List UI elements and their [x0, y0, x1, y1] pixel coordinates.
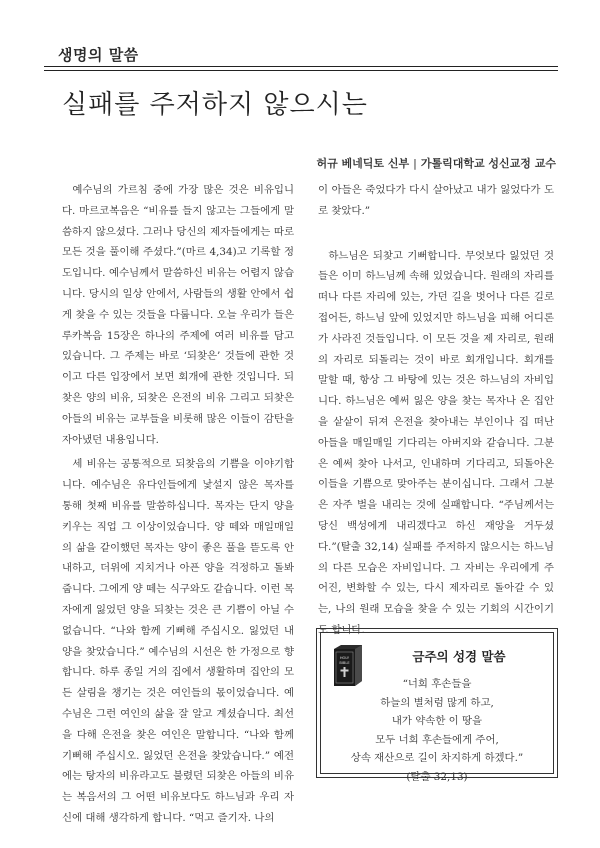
byline [316, 155, 556, 171]
article-title: 실패를 주저하지 않으시는 [62, 90, 368, 120]
svg-text:BIBLE: BIBLE [339, 661, 350, 665]
verse-line: 하늘의 별처럼 많게 하고, [380, 696, 494, 709]
verse-line: 내가 약속한 이 땅을 [391, 715, 483, 727]
verse-line: “너희 후손들을 [402, 678, 472, 690]
author-name: 허규 베네딕토 신부 [316, 157, 410, 170]
left-column [62, 180, 294, 829]
body-paragraph: 하느님은 되찾고 기뻐합니다. 무엇보다 잃었던 것들은 이미 하느님께 속해 있었습니다. 원래의 자리를 떠나 다른 자리에 있는, 가던 길을 벗어나 다른 길로 접어든, 하느님 앞에 있었지만 하느님을 피해 어디론가 사라진 것들입니다. 이 모든 것을 제 자리로, 원래의 자리로 되돌리는 것이 바로 회개입니다. 회개를 말할 때, 항상 그 바탕에 있는 것은 하느님의 자비입니다. 하느님은 예써 잃은 양을 찾는 목자나 온 집안을 샅샅이 뒤져 은전을 찾아내는 부인이나 집 떠난 아들을 매일매일 기다리는 아버지와 같습니다. 그분은 예써 찾아 나서고, 인내하며 기다리고, 되돌아온 이들을 기쁨으로 맞아주는 분이십니다. 그래서 그분은 자주 벌을 내리는 것에 실패합니다. “주님께서는 당신 백성에게 내리겠다고 하신 재앙을 거두셨다.”(탈출 32,14) 실패를 주저하지 않으시는 하느님의 다른 모습은 자비입니다. 그 자비는 우리에게 주어진, 변화할 수 있는, 다시 제자리로 돌아갈 수 있는, 나의 원래 모습을 찾을 수 있는 기회의 시간이기도 합니다. [318, 249, 554, 636]
verse-reference: (탈출 32,13) [406, 770, 468, 783]
byline-separator: | [413, 157, 417, 170]
body-paragraph: 이 아들은 죽었다가 다시 살아났고 내가 잃었다가 도로 찾았다.” [318, 184, 554, 217]
author-affiliation: 가톨릭대학교 성신교정 교수 [420, 157, 556, 170]
verse-line: 모두 너희 후손들에게 주어, [375, 733, 499, 746]
weekly-verse-box [316, 628, 558, 783]
weekly-verse-text [327, 675, 547, 786]
body-paragraph: 세 비유는 공통적으로 되찾음의 기쁨을 이야기합니다. 예수님은 유다인들에게 낯설지 않은 목자를 통해 첫째 비유를 말씀하십니다. 목자는 단지 양을 키우는 직업 그 이상이었습니다. 양 떼와 매일매일의 삶을 같이했던 목자는 양이 좋은 풀을 뜯도록 안내하고, 더위에 지치거나 아픈 양을 걱정하고 돌봐줍니다. 그에게 양 떼는 식구와도 같습니다. 이런 목자에게 잃었던 양을 되찾는 것은 큰 기쁨이 아닐 수 없습니다. “나와 함께 기뻐해 주십시오. 잃었던 내 양을 찾았습니다.” 예수님의 시선은 한 가정으로 향합니다. 하루 종일 거의 집에서 생활하며 집안의 모든 살림을 챙기는 것은 여인들의 몫이었습니다. 예수님은 그런 여인의 삶을 잘 알고 계셨습니다. 최선을 다해 은전을 찾은 여인은 말합니다. “나와 함께 기뻐해 주십시오. 잃었던 은전을 찾았습니다.” 예전에는 탕자의 비유라고도 불렸던 되찾은 아들의 비유는 복음서의 그 어떤 비유보다도 하느님과 우리 자신에 대해 생각하게 합니다. “먹고 즐기자. 나의 [62, 458, 294, 824]
verse-line: 상속 재산으로 길이 차지하게 하겠다.” [350, 752, 524, 764]
weekly-verse-title: 금주의 성경 말씀 [412, 649, 506, 664]
svg-text:HOLY: HOLY [339, 656, 350, 660]
body-paragraph: 예수님의 가르침 중에 가장 많은 것은 비유입니다. 마르코복음은 “비유를 들지 않고는 그들에게 말씀하지 않으셨다. 그러나 당신의 제자들에게는 따로 모든 것을 풀이해 주셨다.”(마르 4,34)고 기록할 정도입니다. 예수님께서 말씀하신 비유는 어렵지 않습니다. 당시의 일상 안에서, 사람들의 생활 안에서 쉽게 찾을 수 있는 것들을 다룹니다. 오늘 우리가 들은 루카복음 15장은 하나의 주제에 여러 비유를 담고 있습니다. 그 주제는 바로 ‘되찾은’ 것들에 관한 것이고 다른 입장에서 보면 회개에 관한 것입니다. 되찾은 양의 비유, 되찾은 은전의 비유 그리고 되찾은 아들의 비유는 교부들을 비롯해 많은 이들이 감탄을 자아냈던 내용입니다. [62, 184, 294, 446]
right-column [318, 180, 554, 641]
weekly-verse-inner-frame [320, 632, 554, 783]
section-label: 생명의 말씀 [58, 46, 139, 64]
header-rule [44, 66, 558, 71]
